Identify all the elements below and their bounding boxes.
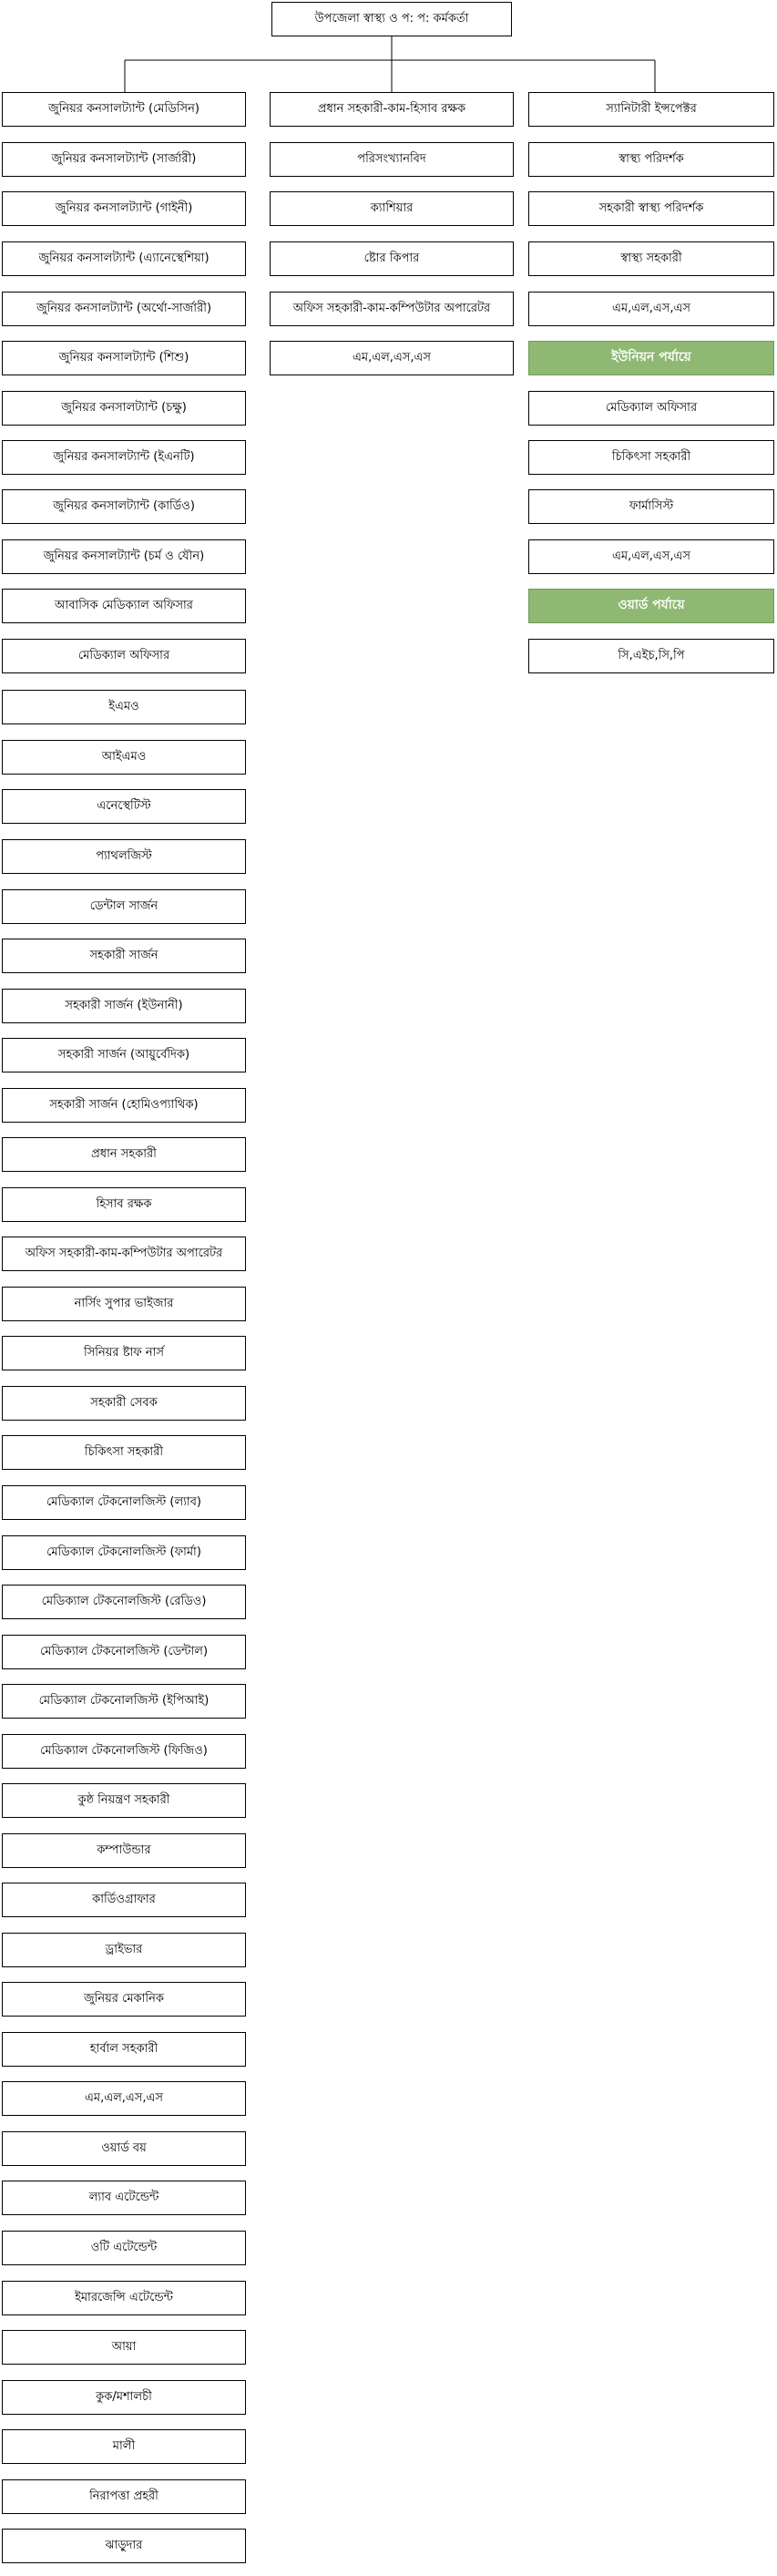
upazila-position-box: জুনিয়র কনসালট্যান্ট (কার্ডিও) [2,489,246,524]
upazila-position-box: কম্পাউন্ডার [2,1833,246,1868]
upazila-position-box: জুনিয়র মেকানিক [2,1982,246,2017]
upazila-position-box: চিকিৎসা সহকারী [2,1435,246,1470]
upazila-position-box: মেডিক্যাল টেকনোলজিস্ট (ল্যাব) [2,1485,246,1520]
field-position-box: এম,এল,এস,এস [528,539,774,574]
upazila-position-box: এনেস্থেটিস্ট [2,789,246,824]
field-position-box: স্যানিটারী ইন্সপেক্টর [528,92,774,127]
upazila-position-box: ড্রাইভার [2,1933,246,1967]
upazila-position-box: কুষ্ঠ নিয়ন্ত্রণ সহকারী [2,1783,246,1818]
field-position-box: মেডিক্যাল অফিসার [528,391,774,426]
upazila-position-box: আবাসিক মেডিক্যাল অফিসার [2,589,246,623]
upazila-position-box: অফিস সহকারী-কাম-কম্পিউটার অপারেটর [2,1237,246,1271]
field-position-box: সহকারী স্বাস্থ্য পরিদর্শক [528,191,774,226]
upazila-position-box: সহকারী সেবক [2,1386,246,1421]
upazila-position-box: প্রধান সহকারী [2,1137,246,1172]
upazila-position-box: আয়া [2,2330,246,2365]
field-position-box: স্বাস্থ্য পরিদর্শক [528,142,774,177]
upazila-position-box: নার্সিং সুপার ভাইজার [2,1287,246,1321]
upazila-position-box: মেডিক্যাল টেকনোলজিস্ট (ফিজিও) [2,1734,246,1769]
upazila-position-box: জুনিয়র কনসালট্যান্ট (সার্জারী) [2,142,246,177]
field-position-box: এম,এল,এস,এস [528,292,774,326]
upazila-position-box: কার্ডিওগ্রাফার [2,1883,246,1917]
field-section-header: ওয়ার্ড পর্যায়ে [528,589,774,623]
field-position-box: সি,এইচ,সি,পি [528,639,774,673]
upazila-position-box: মালী [2,2429,246,2464]
upazila-position-box: এম,এল,এস,এস [2,2081,246,2116]
upazila-position-box: সহকারী সার্জন (হোমিওপ্যাথিক) [2,1088,246,1123]
upazila-position-box: জুনিয়র কনসালট্যান্ট (ইএনটি) [2,440,246,475]
upazila-position-box: কুক/মশালচী [2,2380,246,2415]
upazila-position-box: ইমারজেন্সি এটেন্ডেন্ট [2,2281,246,2315]
upazila-position-box: নিরাপত্তা প্রহরী [2,2479,246,2514]
office-position-box: অফিস সহকারী-কাম-কম্পিউটার অপারেটর [270,292,514,326]
office-position-box: এম,এল,এস,এস [270,341,514,375]
upazila-position-box: আইএমও [2,740,246,775]
upazila-position-box: জুনিয়র কনসালট্যান্ট (এ্যানেস্থেশিয়া) [2,241,246,276]
upazila-position-box: হার্বাল সহকারী [2,2032,246,2067]
head-officer-box: উপজেলা স্বাস্থ্য ও প: প: কর্মকর্তা [271,2,512,36]
office-position-box: ষ্টোর কিপার [270,241,514,276]
field-position-box: ফার্মাসিস্ট [528,489,774,524]
upazila-position-box: মেডিক্যাল টেকনোলজিস্ট (ডেন্টাল) [2,1635,246,1669]
upazila-position-box: ডেন্টাল সার্জন [2,889,246,924]
upazila-position-box: জুনিয়র কনসালট্যান্ট (শিশু) [2,341,246,375]
office-position-box: পরিসংখ্যানবিদ [270,142,514,177]
upazila-position-box: জুনিয়র কনসালট্যান্ট (অর্থো-সার্জারী) [2,292,246,326]
upazila-position-box: সিনিয়র ষ্টাফ নার্স [2,1336,246,1370]
upazila-position-box: ওয়ার্ড বয় [2,2131,246,2166]
upazila-position-box: সহকারী সার্জন [2,939,246,973]
upazila-position-box: জুনিয়র কনসালট্যান্ট (মেডিসিন) [2,92,246,127]
field-section-header: ইউনিয়ন পর্যায়ে [528,341,774,375]
upazila-position-box: জুনিয়র কনসালট্যান্ট (গাইনী) [2,191,246,226]
upazila-position-box: সহকারী সার্জন (ইউনানী) [2,989,246,1023]
office-position-box: প্রধান সহকারী-কাম-হিসাব রক্ষক [270,92,514,127]
upazila-position-box: প্যাথলজিস্ট [2,839,246,874]
upazila-position-box: ইএমও [2,690,246,724]
field-position-box: স্বাস্থ্য সহকারী [528,241,774,276]
office-position-box: ক্যাশিয়ার [270,191,514,226]
upazila-position-box: ল্যাব এটেন্ডেন্ট [2,2181,246,2215]
upazila-position-box: জুনিয়র কনসালট্যান্ট (চক্ষু) [2,391,246,426]
upazila-position-box: হিসাব রক্ষক [2,1187,246,1222]
upazila-position-box: জুনিয়র কনসালট্যান্ট (চর্ম ও যৌন) [2,539,246,574]
upazila-position-box: মেডিক্যাল অফিসার [2,639,246,673]
field-position-box: চিকিৎসা সহকারী [528,440,774,475]
upazila-position-box: সহকারী সার্জন (আয়ুর্বেদিক) [2,1038,246,1072]
upazila-position-box: মেডিক্যাল টেকনোলজিস্ট (ইপিআই) [2,1684,246,1719]
upazila-position-box: ওটি এটেন্ডেন্ট [2,2231,246,2265]
upazila-position-box: মেডিক্যাল টেকনোলজিস্ট (রেডিও) [2,1585,246,1619]
upazila-position-box: ঝাড়ুদার [2,2529,246,2563]
upazila-position-box: মেডিক্যাল টেকনোলজিস্ট (ফার্মা) [2,1535,246,1570]
